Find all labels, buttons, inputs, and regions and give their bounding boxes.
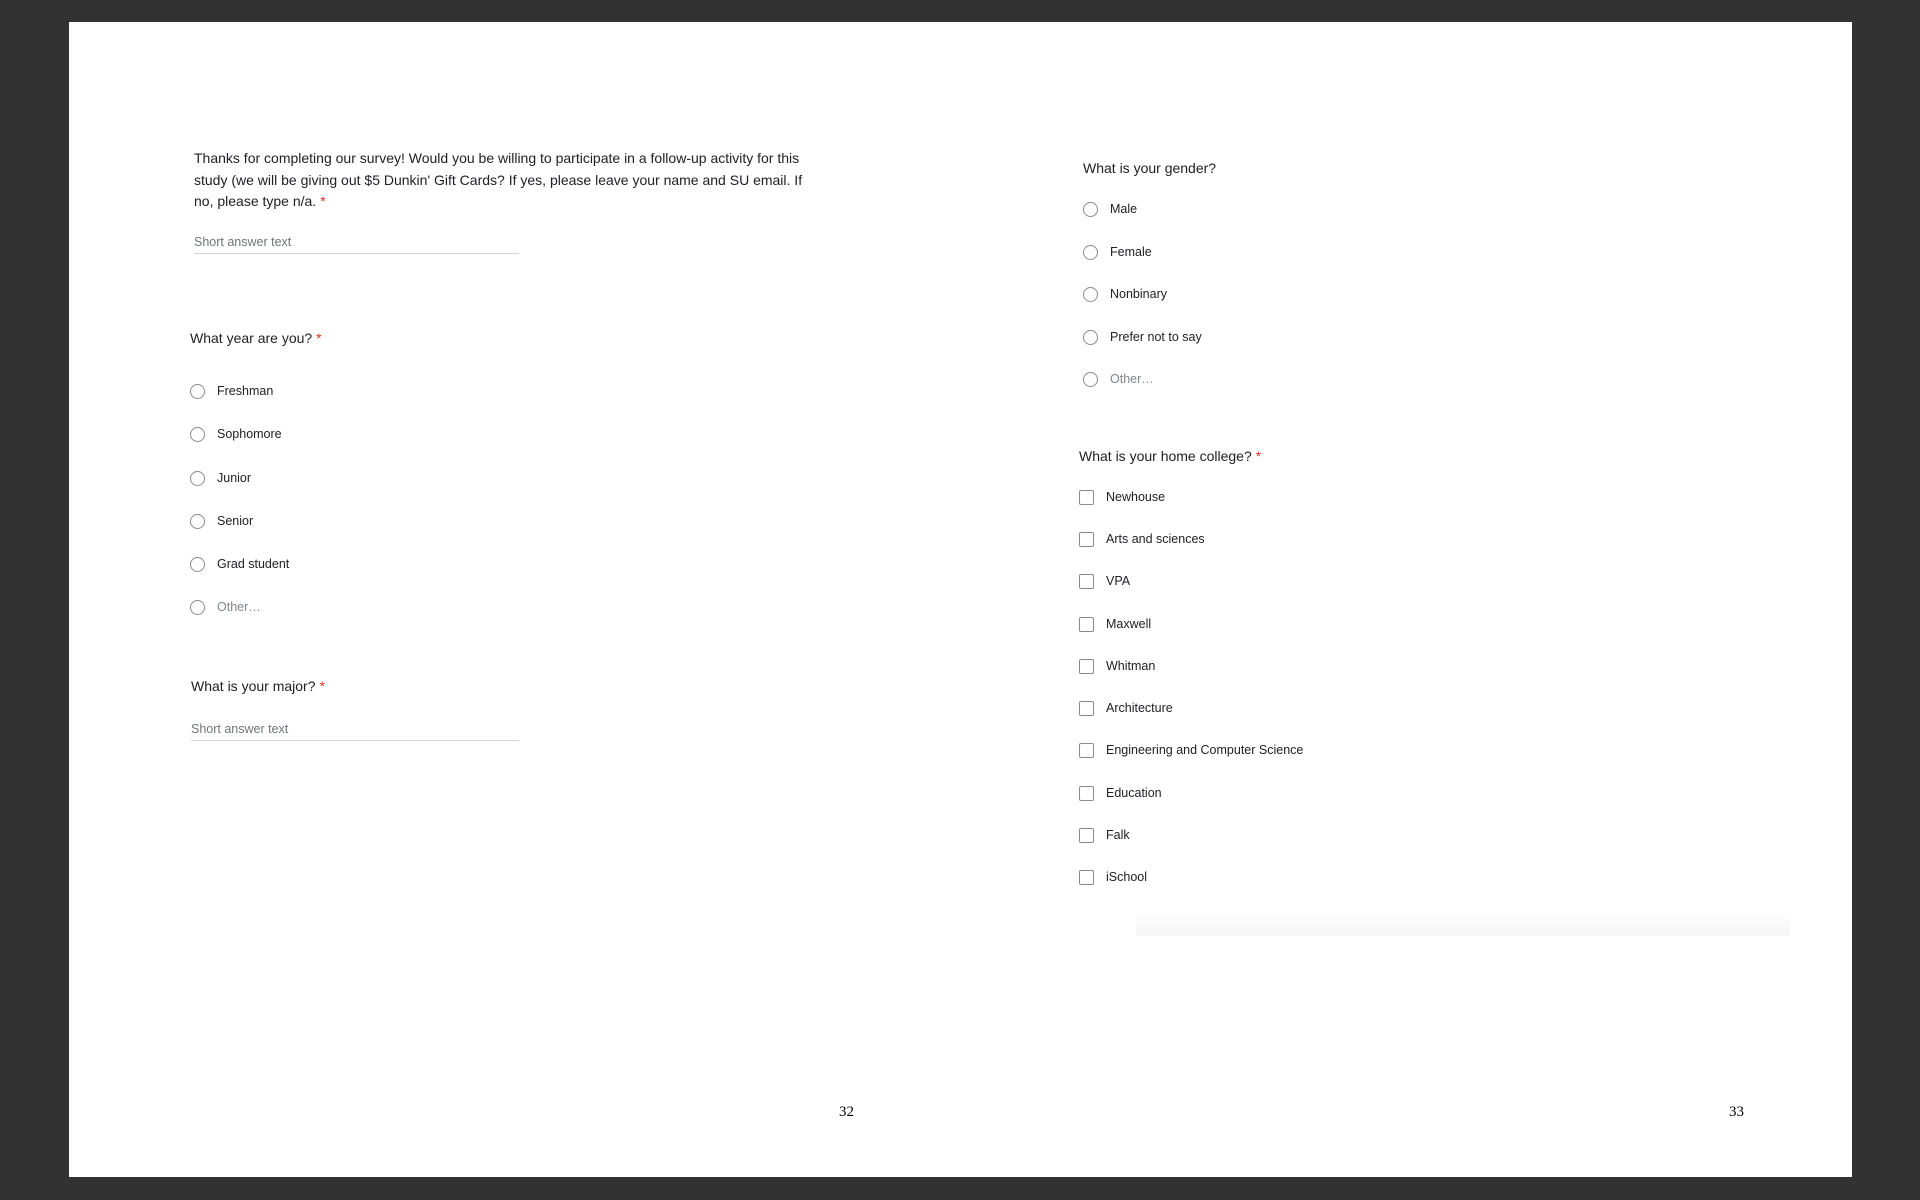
radio-option-sophomore[interactable]: Sophomore bbox=[190, 424, 282, 444]
radio-option-other[interactable]: Other… bbox=[190, 597, 261, 617]
checkbox[interactable] bbox=[1079, 574, 1094, 589]
checkbox[interactable] bbox=[1079, 828, 1094, 843]
radio-option-freshman[interactable]: Freshman bbox=[190, 381, 273, 401]
checkbox[interactable] bbox=[1079, 659, 1094, 674]
question-title: Thanks for completing our survey! Would you be willing to participate in a follow-up activity for this study (we will be giving out $5 Dunkin' Gift Cards? If yes, please leave your name and SU email. If no, please type n/a. * bbox=[194, 150, 803, 209]
required-mark: * bbox=[319, 678, 325, 694]
checkbox-option-whitman[interactable]: Whitman bbox=[1079, 656, 1155, 676]
checkbox[interactable] bbox=[1079, 701, 1094, 716]
checkbox-option-ischool[interactable]: iSchool bbox=[1079, 867, 1147, 887]
radio-option-other[interactable]: Other… bbox=[1083, 369, 1154, 389]
question-title: What year are you? * bbox=[190, 330, 322, 346]
radio-option-junior[interactable]: Junior bbox=[190, 468, 251, 488]
major-short-answer-field[interactable]: Short answer text bbox=[191, 721, 519, 741]
checkbox-option-vpa[interactable]: VPA bbox=[1079, 571, 1130, 591]
required-mark: * bbox=[320, 193, 326, 209]
radio-button[interactable] bbox=[1083, 330, 1098, 345]
radio-button[interactable] bbox=[190, 514, 205, 529]
document-spread bbox=[69, 22, 1852, 1177]
checkbox-option-education[interactable]: Education bbox=[1079, 783, 1162, 803]
radio-button[interactable] bbox=[190, 471, 205, 486]
question-home-college bbox=[1079, 446, 1261, 468]
checkbox[interactable] bbox=[1079, 617, 1094, 632]
radio-button[interactable] bbox=[1083, 287, 1098, 302]
question-gender bbox=[1083, 158, 1216, 180]
checkbox[interactable] bbox=[1079, 490, 1094, 505]
question-year bbox=[190, 328, 322, 350]
checkbox-option-arts-and-sciences[interactable]: Arts and sciences bbox=[1079, 529, 1205, 549]
checkbox-option-maxwell[interactable]: Maxwell bbox=[1079, 614, 1151, 634]
radio-button[interactable] bbox=[1083, 245, 1098, 260]
radio-option-grad-student[interactable]: Grad student bbox=[190, 554, 289, 574]
question-title: What is your gender? bbox=[1083, 160, 1217, 176]
question-title: What is your major? * bbox=[191, 678, 325, 694]
question-followup bbox=[194, 148, 820, 213]
radio-button[interactable] bbox=[190, 384, 205, 399]
checkbox[interactable] bbox=[1079, 743, 1094, 758]
checkbox[interactable] bbox=[1079, 786, 1094, 801]
followup-short-answer-field[interactable]: Short answer text bbox=[194, 234, 519, 254]
radio-button[interactable] bbox=[1083, 372, 1098, 387]
screenshot-bottom-edge bbox=[1136, 910, 1790, 936]
checkbox-option-falk[interactable]: Falk bbox=[1079, 825, 1130, 845]
radio-button[interactable] bbox=[1083, 202, 1098, 217]
radio-button[interactable] bbox=[190, 557, 205, 572]
radio-option-senior[interactable]: Senior bbox=[190, 511, 253, 531]
question-major bbox=[191, 676, 325, 698]
radio-button[interactable] bbox=[190, 427, 205, 442]
page-number-left: 32 bbox=[839, 1104, 854, 1120]
checkbox-option-architecture[interactable]: Architecture bbox=[1079, 698, 1173, 718]
radio-option-male[interactable]: Male bbox=[1083, 199, 1137, 219]
checkbox-option-newhouse[interactable]: Newhouse bbox=[1079, 487, 1165, 507]
checkbox[interactable] bbox=[1079, 870, 1094, 885]
checkbox[interactable] bbox=[1079, 532, 1094, 547]
radio-button[interactable] bbox=[190, 600, 205, 615]
required-mark: * bbox=[316, 330, 322, 346]
radio-option-prefer-not-to-say[interactable]: Prefer not to say bbox=[1083, 327, 1202, 347]
checkbox-option-engineering-and-computer-science[interactable]: Engineering and Computer Science bbox=[1079, 740, 1303, 760]
page-number-right: 33 bbox=[1729, 1104, 1744, 1120]
radio-option-nonbinary[interactable]: Nonbinary bbox=[1083, 284, 1167, 304]
radio-option-female[interactable]: Female bbox=[1083, 242, 1152, 262]
question-title: What is your home college? * bbox=[1079, 448, 1262, 464]
required-mark: * bbox=[1255, 448, 1262, 464]
